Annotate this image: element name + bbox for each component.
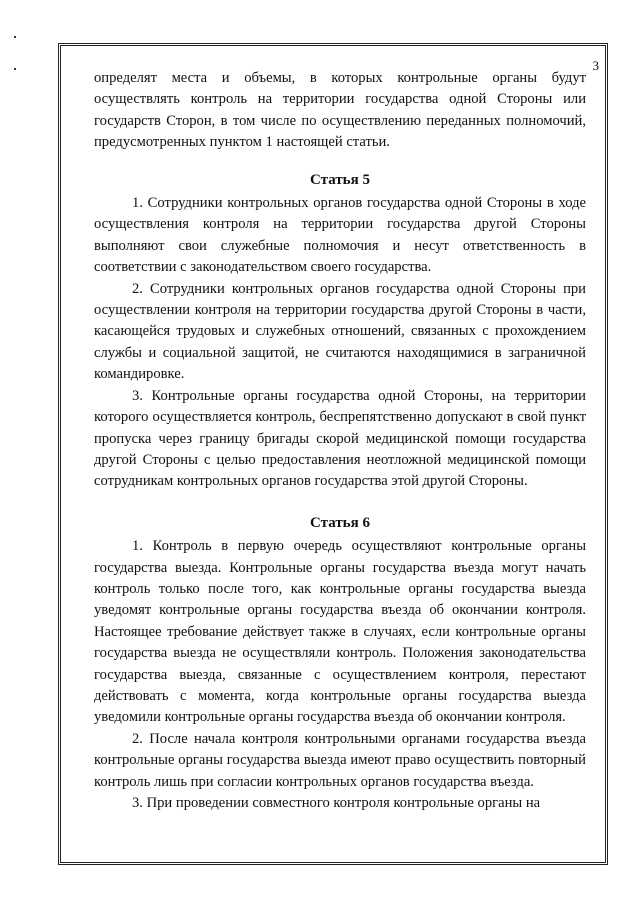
article-6-clause-2: 2. После начала контроля контрольными органами государства въезда контрольные органы государства выезда имеют право осуществить повторный контроль лишь при согласии контрольных органов государства въезда.: [94, 730, 586, 790]
article-5-clause-3: 3. Контрольные органы государства одной Стороны, на территории которого осуществляется контроль, беспрепятственно допускают в свой пункт пропуска через границу бригады скорой медицинской помощи государства другой Стороны с целью предоставления неотложной медицинской помощи сотрудникам контрольных органов государства этой другой Стороны.: [94, 387, 586, 490]
page-number: 3: [592, 58, 599, 73]
article-5-clause-1: 1. Сотрудники контрольных органов государства одной Стороны в ходе осуществления контроля на территории государства другой Стороны выполняют свои служебные полномочия и несут ответственность в соответствии с законодательством своего государства.: [94, 195, 586, 276]
intro-paragraph: определят места и объемы, в которых контрольные органы будут осуществлять контроль на территории государства одной Стороны или государств Сторон, в том числе по осуществлению переданных полномочий, предусмотренных пунктом 1 настоящей статьи.: [94, 70, 586, 151]
article-6-clause-3: 3. При проведении совместного контроля контрольные органы на: [132, 795, 541, 811]
scan-speck-bottom: [14, 68, 16, 70]
article-5-clause-2: 2. Сотрудники контрольных органов государства одной Стороны при осуществлении контроля на территории государства другой Стороны в части, касающейся трудовых и служебных отношений, связанных с прохождением службы и социальной защитой, не считаются находящимися в заграничной командировке.: [94, 280, 586, 383]
document-body: [94, 68, 586, 814]
article-5-heading: Статья 5: [310, 171, 370, 188]
article-6-clause-1: 1. Контроль в первую очередь осуществляют контрольные органы государства выезда. Контрольные органы государства въезда могут начать контроль только после того, как контрольные органы государства выезда уведомят контрольные органы государства въезда об окончании контроля. Настоящее требование действует также в случаях, если контрольные органы государства выезда не осуществляли контроль. Положения законодательства государства выезда, связанные с осуществлением контроля, перестают действовать с момента, когда контрольные органы государства выезда уведомили контрольные органы государства въезда об окончании контроля.: [94, 538, 586, 726]
scan-speck-top: [14, 36, 16, 38]
article-6-heading: Статья 6: [310, 514, 370, 531]
